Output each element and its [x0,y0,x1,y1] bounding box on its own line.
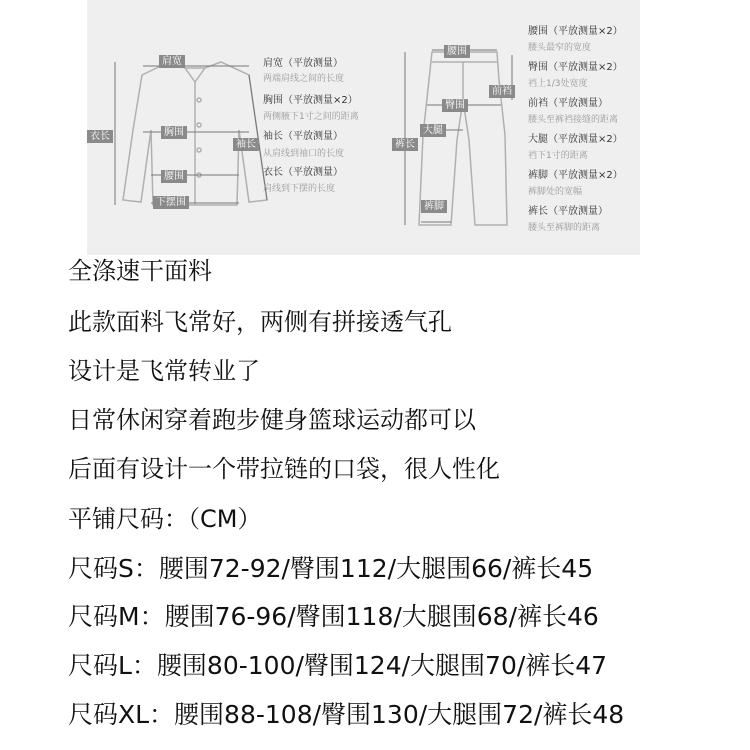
shirt-note-sub: 两端肩线之间的长度 [263,74,345,84]
pants-note-title: 臀围（平放测量×2） [528,62,623,73]
pants-measure-lines [405,50,512,225]
pants-note-sub: 裆上1/3处宽度 [528,79,588,89]
shirt-shoulder-tag: 肩宽 [159,55,185,68]
pants-note-sub: 腰头最窄的宽度 [528,43,592,53]
pants-note-title: 前裆（平放测量） [528,98,608,109]
shirt-hem-tag: 下摆围 [153,196,189,209]
shirt-note-sub: 从肩线到袖口的长度 [263,149,345,159]
shirt-note-sub: 两侧腋下1寸之间的距离 [263,112,359,122]
shirt-waist-tag: 腰围 [161,170,187,183]
shirt-sleeve-tag: 袖长 [233,138,259,151]
pants-note-sub: 裤脚处的宽幅 [528,187,583,197]
shirt-length-tag: 衣长 [87,130,113,143]
shirt-note-title: 衣长（平放测量） [263,167,343,178]
pants-note-sub: 裆下1寸的距离 [528,151,588,161]
pants-note-sub: 腰头至裤脚的距离 [528,223,601,233]
shirt-chest-tag: 胸围 [161,126,187,139]
pants-note-title: 裤长（平放测量） [528,206,608,217]
size-unit-heading: 平铺尺码：（CM） [68,505,262,533]
size-row: 尺码S：腰围72-92/臀围112/大腿围66/裤长45 [68,554,594,583]
description-line: 此款面料飞常好，两侧有拼接透气孔 [68,308,452,336]
pants-note-title: 大腿（平放测量×2） [528,134,623,145]
shirt-note-title: 肩宽（平放测量） [263,58,343,69]
description-line: 后面有设计一个带拉链的口袋，很人性化 [68,455,500,483]
pants-hem-tag: 裤脚 [421,200,447,213]
pants-hip-tag: 臀围 [442,99,468,112]
shirt-measure-lines [115,62,267,205]
description-line: 日常休闲穿着跑步健身篮球运动都可以 [68,406,476,434]
pants-rise-tag: 前裆 [489,85,515,98]
description-line: 全涤速干面料 [68,257,212,285]
pants-note-title: 裤脚（平放测量×2） [528,170,623,181]
shirt-note-title: 胸围（平放测量×2） [263,95,358,106]
pants-note-sub: 腰头至裤裆接缝的距离 [528,115,619,125]
size-row: 尺码M：腰围76-96/臀围118/大腿围68/裤长46 [68,602,599,631]
description-line: 设计是飞常转业了 [68,357,260,385]
pants-waist-tag: 腰围 [444,45,470,58]
size-row: 尺码L：腰围80-100/臀围124/大腿围70/裤长47 [68,651,608,680]
shirt-note-sub: 肩线到下摆的长度 [263,184,336,194]
pants-note-title: 腰围（平放测量×2） [528,26,623,37]
shirt-illustration [123,62,267,205]
pants-thigh-tag: 大腿 [420,124,446,137]
measurement-diagram [87,0,640,255]
size-row: 尺码XL：腰围88-108/臀围130/大腿围72/裤长48 [68,700,625,729]
shirt-note-title: 袖长（平放测量） [263,131,343,142]
pants-length-tag: 裤长 [392,138,418,151]
